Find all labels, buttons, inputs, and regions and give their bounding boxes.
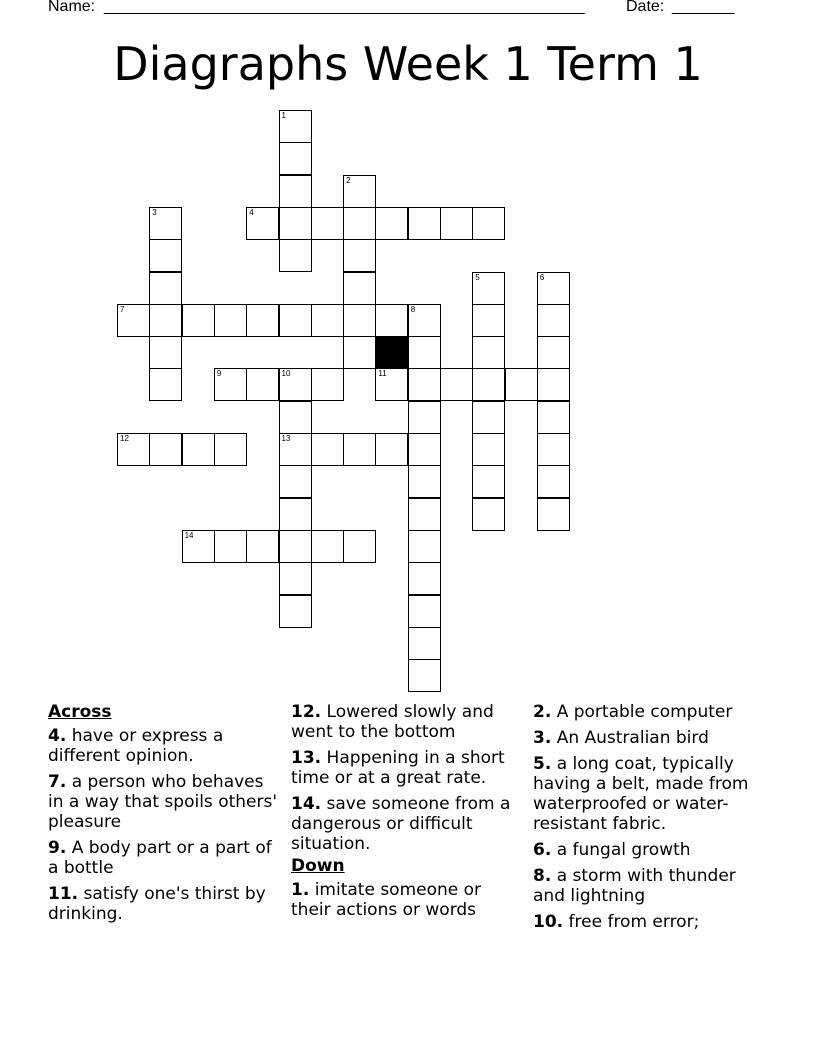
clue-number: 6. bbox=[533, 840, 552, 860]
grid-cell[interactable] bbox=[246, 368, 279, 401]
grid-cell[interactable] bbox=[343, 433, 376, 466]
grid-cell[interactable] bbox=[408, 659, 441, 692]
clue-number: 12. bbox=[291, 702, 322, 722]
grid-cell[interactable] bbox=[279, 401, 312, 434]
clue-text: Lowered slowly and went to the bottom bbox=[291, 702, 494, 742]
grid-cell[interactable] bbox=[472, 207, 505, 240]
black-square bbox=[375, 336, 408, 369]
clue-number-label: 8 bbox=[410, 304, 416, 314]
grid-cell[interactable] bbox=[246, 530, 279, 563]
clue-number: 5. bbox=[533, 754, 552, 774]
grid-cell[interactable] bbox=[279, 207, 312, 240]
grid-cell[interactable] bbox=[537, 465, 570, 498]
grid-cell[interactable] bbox=[149, 207, 182, 240]
grid-cell[interactable] bbox=[214, 530, 247, 563]
grid-cell[interactable] bbox=[408, 401, 441, 434]
grid-cell[interactable] bbox=[343, 239, 376, 272]
date-label: Date: bbox=[626, 0, 665, 15]
clue-number: 9. bbox=[48, 838, 67, 858]
grid-cell[interactable] bbox=[472, 304, 505, 337]
grid-cell[interactable] bbox=[279, 433, 312, 466]
grid-cell[interactable] bbox=[505, 368, 538, 401]
grid-cell[interactable] bbox=[440, 368, 473, 401]
clue-text: a fungal growth bbox=[556, 840, 691, 860]
clue-number: 3. bbox=[533, 728, 552, 748]
clue-down-3 bbox=[533, 728, 773, 748]
grid-cell[interactable] bbox=[408, 562, 441, 595]
grid-cell[interactable] bbox=[408, 336, 441, 369]
clue-text: A body part or a part of a bottle bbox=[48, 838, 272, 878]
grid-cell[interactable] bbox=[149, 304, 182, 337]
grid-cell[interactable] bbox=[375, 368, 408, 401]
grid-cell[interactable] bbox=[279, 239, 312, 272]
grid-cell[interactable] bbox=[375, 433, 408, 466]
name-label: Name: bbox=[48, 0, 96, 15]
grid-cell[interactable] bbox=[279, 304, 312, 337]
grid-cell[interactable] bbox=[279, 465, 312, 498]
grid-cell[interactable] bbox=[279, 595, 312, 628]
clue-number-label: 5 bbox=[475, 272, 480, 282]
clues-column-3 bbox=[533, 702, 773, 938]
clue-number: 2. bbox=[533, 702, 552, 722]
clue-text: satisfy one's thirst by drinking. bbox=[48, 884, 266, 924]
grid-cell[interactable] bbox=[311, 368, 344, 401]
grid-cell[interactable] bbox=[537, 304, 570, 337]
clue-number-label: 14 bbox=[184, 530, 194, 540]
clue-text: a storm with thunder and lightning bbox=[533, 866, 736, 906]
grid-cell[interactable] bbox=[149, 336, 182, 369]
clue-number: 14. bbox=[291, 794, 322, 814]
grid-cell[interactable] bbox=[182, 304, 215, 337]
clue-number-label: 1 bbox=[281, 111, 286, 120]
grid-cell[interactable] bbox=[472, 498, 505, 531]
clue-down-5 bbox=[533, 754, 773, 834]
clue-number-label: 12 bbox=[120, 434, 129, 443]
clue-number: 10. bbox=[533, 912, 564, 932]
grid-cell[interactable] bbox=[537, 272, 570, 305]
grid-cell[interactable] bbox=[408, 498, 441, 531]
clue-down-6 bbox=[533, 840, 773, 860]
grid-cell[interactable] bbox=[214, 368, 247, 401]
clue-number-label: 7 bbox=[120, 304, 125, 314]
grid-cell[interactable] bbox=[537, 368, 570, 401]
grid-cell[interactable] bbox=[279, 110, 312, 143]
clue-text: a person who behaves in a way that spoils others' pleasure bbox=[48, 772, 278, 832]
clues-column-1 bbox=[48, 702, 283, 930]
grid-cell[interactable] bbox=[408, 465, 441, 498]
grid-cell[interactable] bbox=[537, 433, 570, 466]
grid-cell[interactable] bbox=[246, 304, 279, 337]
clue-text: An Australian bird bbox=[556, 728, 709, 748]
grid-cell[interactable] bbox=[182, 433, 215, 466]
clue-text: free from error; bbox=[568, 912, 700, 932]
grid-cell[interactable] bbox=[472, 272, 505, 305]
grid-cell[interactable] bbox=[279, 530, 312, 563]
clue-down-1 bbox=[291, 880, 526, 920]
grid-cell[interactable] bbox=[343, 530, 376, 563]
clue-number-label: 4 bbox=[249, 207, 254, 217]
grid-cell[interactable] bbox=[408, 207, 441, 240]
grid-cell[interactable] bbox=[311, 433, 344, 466]
grid-cell[interactable] bbox=[149, 272, 182, 305]
clue-number: 7. bbox=[48, 772, 67, 792]
clue-across-14 bbox=[291, 794, 526, 854]
grid-cell[interactable] bbox=[246, 207, 279, 240]
clue-number: 1. bbox=[291, 880, 310, 900]
clue-number-label: 6 bbox=[539, 272, 545, 282]
grid-cell[interactable] bbox=[214, 433, 247, 466]
grid-cell[interactable] bbox=[343, 272, 376, 305]
grid-cell[interactable] bbox=[408, 595, 441, 628]
grid-cell[interactable] bbox=[343, 207, 376, 240]
grid-cell[interactable] bbox=[472, 401, 505, 434]
grid-cell[interactable] bbox=[214, 304, 247, 337]
grid-cell[interactable] bbox=[279, 175, 312, 208]
grid-cell[interactable] bbox=[408, 530, 441, 563]
clue-number: 11. bbox=[48, 884, 79, 904]
grid-cell[interactable] bbox=[343, 175, 376, 208]
clue-down-2 bbox=[533, 702, 773, 722]
grid-cell[interactable] bbox=[117, 304, 150, 337]
grid-cell[interactable] bbox=[343, 304, 376, 337]
grid-cell[interactable] bbox=[149, 433, 182, 466]
date-field-line[interactable]: _______ bbox=[672, 0, 735, 15]
grid-cell[interactable] bbox=[279, 368, 312, 401]
clue-across-7 bbox=[48, 772, 283, 832]
clue-number-label: 3 bbox=[152, 207, 157, 217]
clue-across-13 bbox=[291, 748, 526, 788]
grid-cell[interactable] bbox=[182, 530, 215, 563]
grid-cell[interactable] bbox=[375, 304, 408, 337]
name-field-line[interactable]: ______________________________________________________ bbox=[104, 0, 585, 15]
grid-cell[interactable] bbox=[408, 304, 441, 337]
clue-text: have or express a different opinion. bbox=[48, 726, 224, 766]
clue-across-11 bbox=[48, 884, 283, 924]
grid-cell[interactable] bbox=[279, 142, 312, 175]
clue-number-label: 11 bbox=[378, 369, 387, 379]
grid-cell[interactable] bbox=[472, 465, 505, 498]
grid-cell[interactable] bbox=[279, 562, 312, 595]
clue-text: a long coat, typically having a belt, made from waterproofed or water-resistant fabric. bbox=[533, 754, 749, 834]
clue-number-label: 13 bbox=[281, 434, 291, 443]
grid-cell[interactable] bbox=[149, 368, 182, 401]
clue-number-label: 2 bbox=[346, 175, 351, 185]
grid-cell[interactable] bbox=[408, 627, 441, 660]
grid-cell[interactable] bbox=[472, 433, 505, 466]
clue-across-4 bbox=[48, 726, 283, 766]
clues-column-2 bbox=[291, 702, 526, 926]
clue-text: imitate someone or their actions or words bbox=[291, 880, 482, 920]
clue-text: Happening in a short time or at a great rate. bbox=[291, 748, 505, 788]
clue-down-8 bbox=[533, 866, 773, 906]
grid-cell[interactable] bbox=[279, 498, 312, 531]
grid-cell[interactable] bbox=[311, 207, 344, 240]
across-heading: Across bbox=[48, 702, 112, 722]
grid-cell[interactable] bbox=[408, 368, 441, 401]
grid-cell[interactable] bbox=[440, 207, 473, 240]
clue-number: 4. bbox=[48, 726, 67, 746]
grid-cell[interactable] bbox=[117, 433, 150, 466]
grid-cell[interactable] bbox=[343, 336, 376, 369]
grid-cell[interactable] bbox=[537, 401, 570, 434]
grid-cell[interactable] bbox=[537, 336, 570, 369]
clue-text: save someone from a dangerous or difficult situation. bbox=[291, 794, 511, 854]
clue-down-10 bbox=[533, 912, 773, 932]
grid-cell[interactable] bbox=[375, 207, 408, 240]
clue-text: A portable computer bbox=[556, 702, 733, 722]
clue-number: 8. bbox=[533, 866, 552, 886]
clue-across-12 bbox=[291, 702, 526, 742]
grid-cell[interactable] bbox=[472, 368, 505, 401]
grid-cell[interactable] bbox=[311, 530, 344, 563]
clue-number-label: 10 bbox=[281, 369, 291, 379]
clue-number: 13. bbox=[291, 748, 322, 768]
grid-cell[interactable] bbox=[311, 304, 344, 337]
clue-across-9 bbox=[48, 838, 283, 878]
down-heading: Down bbox=[291, 856, 345, 876]
grid-cell[interactable] bbox=[472, 336, 505, 369]
grid-cell[interactable] bbox=[149, 239, 182, 272]
grid-cell[interactable] bbox=[537, 498, 570, 531]
grid-cell[interactable] bbox=[408, 433, 441, 466]
page-title: Diagraphs Week 1 Term 1 bbox=[113, 37, 703, 91]
clue-number-label: 9 bbox=[216, 369, 222, 379]
